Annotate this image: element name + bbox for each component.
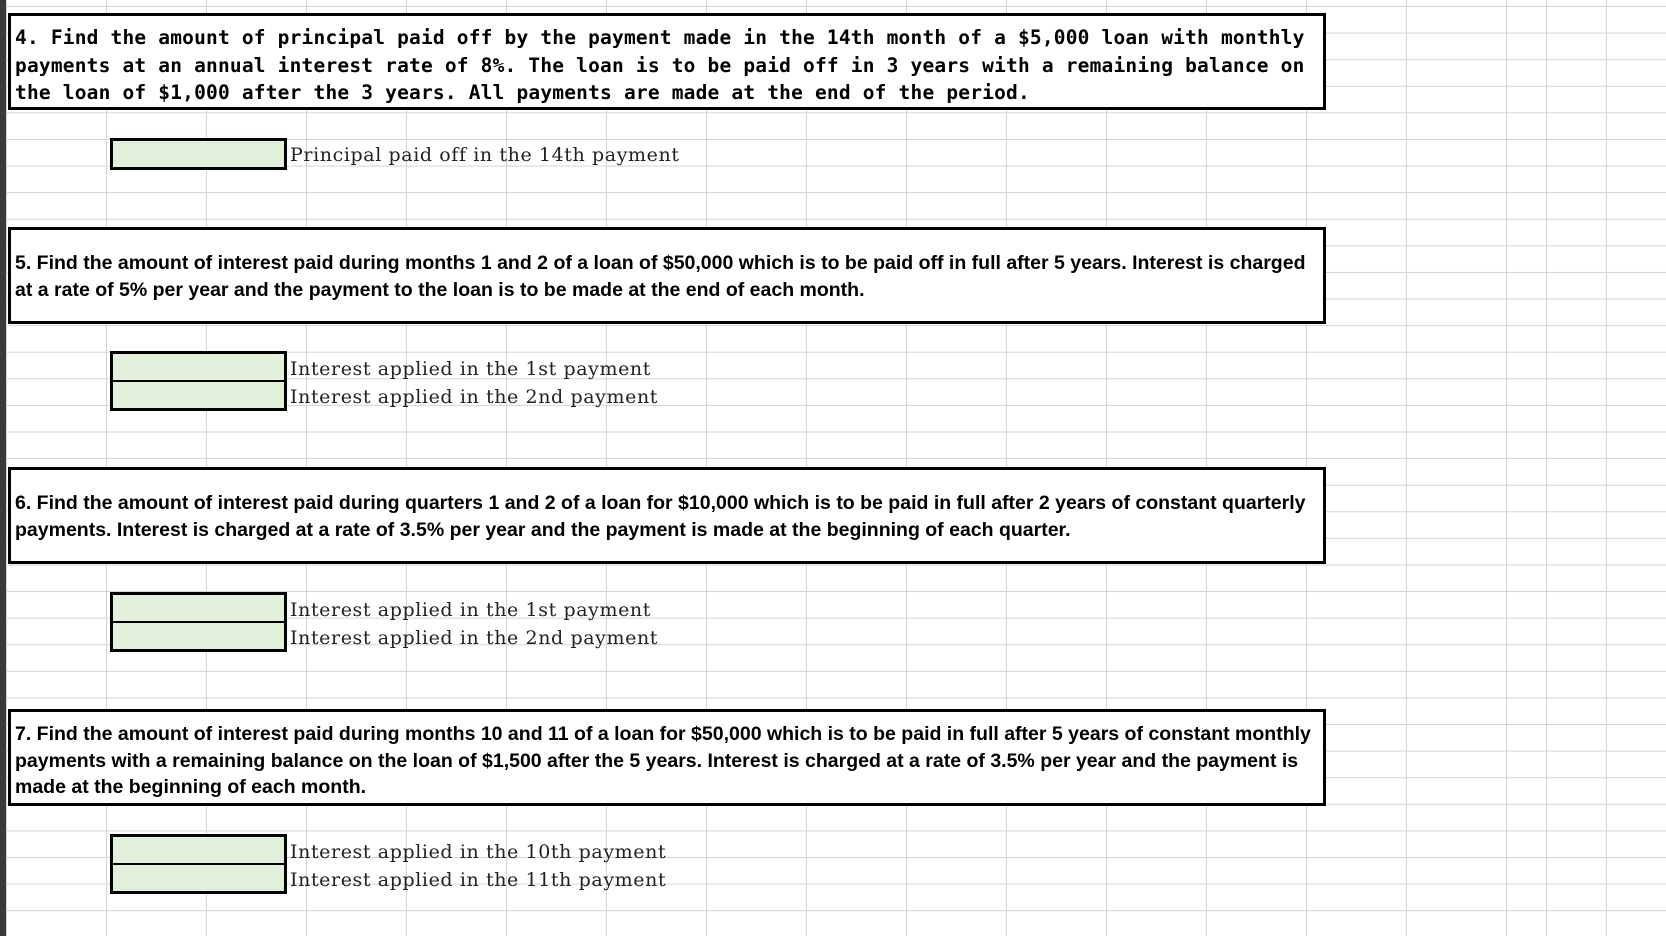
answer-label-q5-interest-2: Interest applied in the 2nd payment [290,386,659,408]
grid-column-line [1546,0,1547,936]
answer-input-q6-interest-1[interactable] [113,595,284,621]
answer-label-q7-interest-11: Interest applied in the 11th payment [290,869,667,891]
answer-label-q6-interest-2: Interest applied in the 2nd payment [290,627,659,649]
question-4-cell[interactable] [8,13,1326,110]
answer-input-q6-interest-2[interactable] [113,623,284,649]
sheet-left-edge [0,0,6,936]
question-5-cell[interactable] [8,227,1326,324]
question-7-answer-group [110,834,287,894]
question-6-text: 6. Find the amount of interest paid during quarters 1 and 2 of a loan for $10,000 which is to be paid in full after 2 years of constant quarterly payments. Interest is charged at a rate of 3.5% per year and the payment is made at the beginning of each quarter. [15,492,1306,541]
answer-input-q4-principal[interactable] [113,141,284,167]
answer-label-q4-principal: Principal paid off in the 14th payment [290,144,680,166]
question-6-cell[interactable] [8,467,1326,564]
answer-input-q5-interest-1[interactable] [113,354,284,380]
question-4-answer-group [110,138,287,170]
answer-label-q5-interest-1: Interest applied in the 1st payment [290,358,652,380]
question-5-answer-group [110,351,287,411]
question-7-cell[interactable] [8,709,1326,806]
answer-label-q6-interest-1: Interest applied in the 1st payment [290,599,652,621]
question-6-answer-group [110,592,287,652]
question-5-text: 5. Find the amount of interest paid during months 1 and 2 of a loan of $50,000 which is to be paid off in full after 5 years. Interest is charged at a rate of 5% per year and the payment to the loan is to be made at the end of each month. [15,252,1306,301]
answer-input-q5-interest-2[interactable] [113,382,284,408]
answer-input-q7-interest-11[interactable] [113,865,284,891]
question-4-text: 4. Find the amount of principal paid off by the payment made in the 14th month of a $5,000 loan with monthly payments at an annual interest rate of 8%. The loan is to be paid off in 3 years with a remaining balance on the loan of $1,000 after the 3 years. All payments are made at the end of the period. [15,26,1305,104]
answer-label-q7-interest-10: Interest applied in the 10th payment [290,841,667,863]
answer-input-q7-interest-10[interactable] [113,837,284,863]
question-7-text: 7. Find the amount of interest paid during months 10 and 11 of a loan for $50,000 which is to be paid in full after 5 years of constant monthly payments with a remaining balance on the loan of $1,500 after the 5 years. Interest is charged at a rate of 3.5% per year and the payment is made at the beginning of each month. [15,723,1311,798]
